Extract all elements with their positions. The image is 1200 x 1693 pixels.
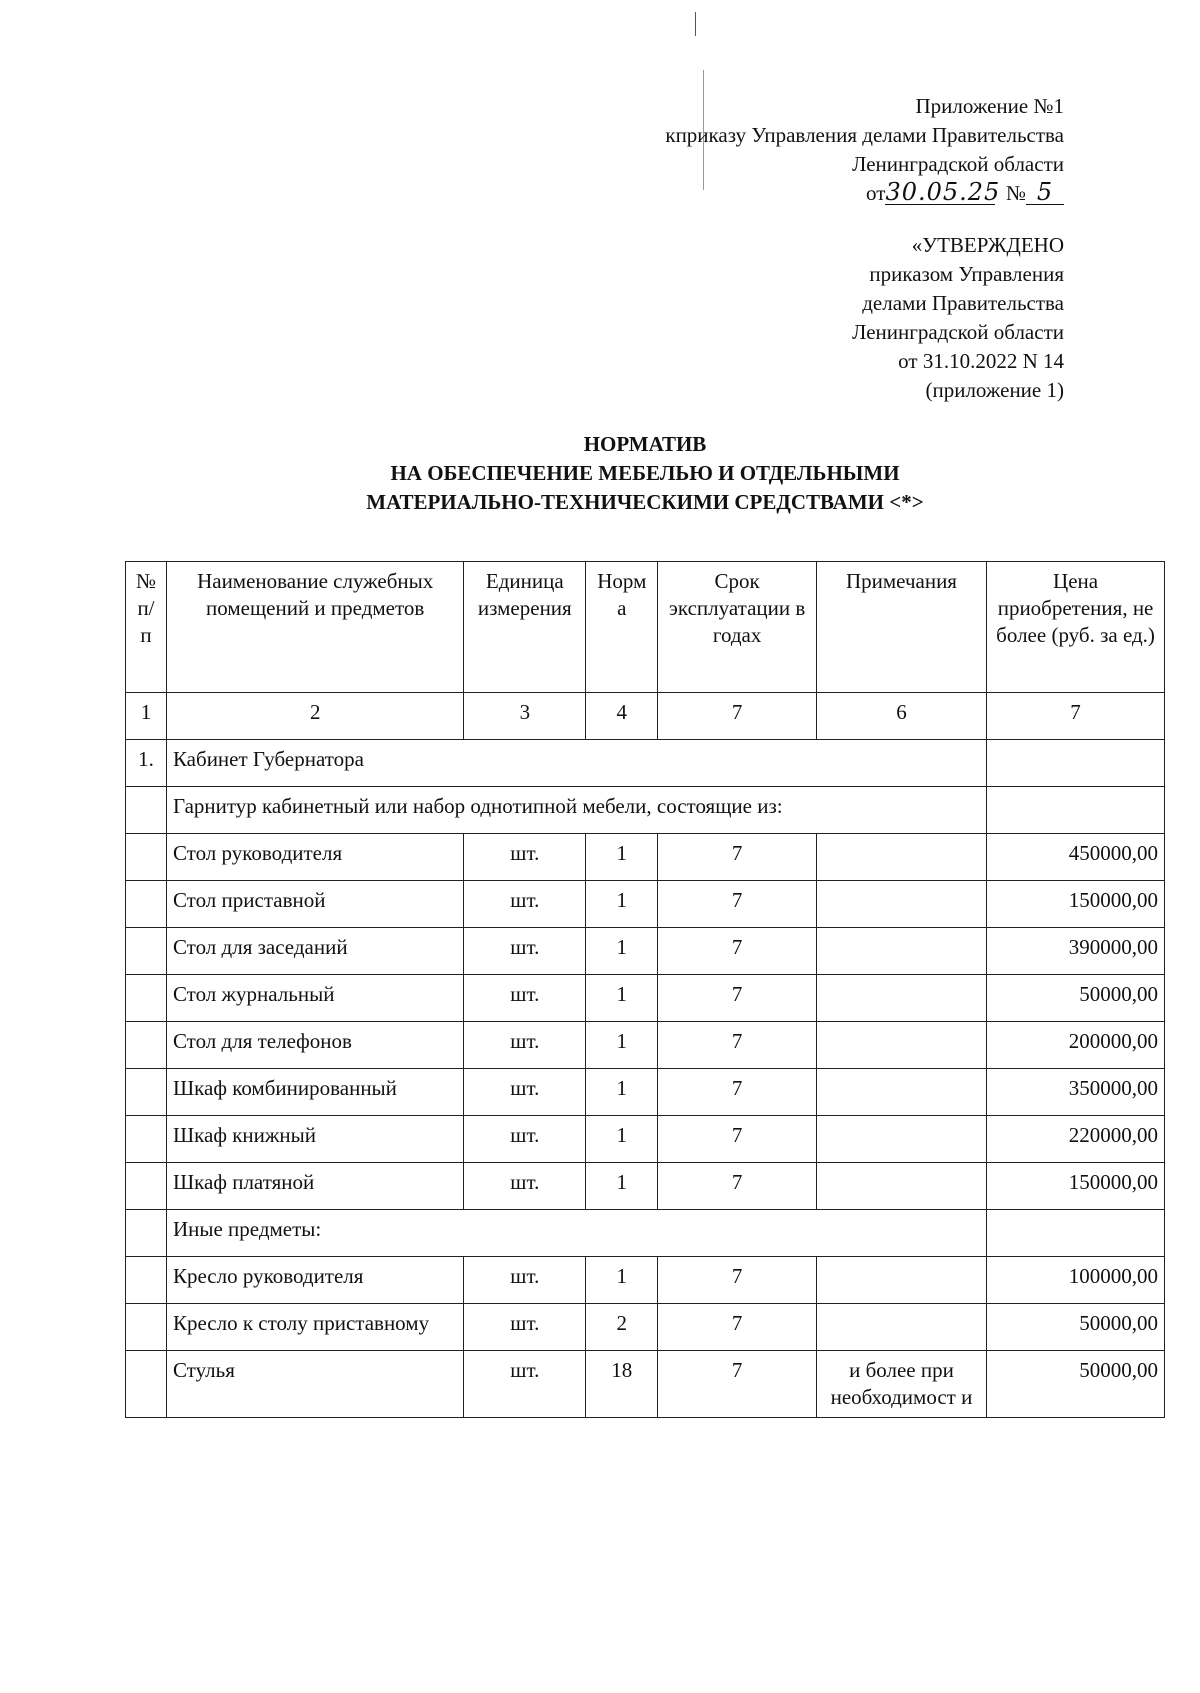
- item-term: 7: [658, 1116, 816, 1163]
- section-title: Кабинет Губернатора: [166, 740, 986, 787]
- column-number-row: [126, 693, 1165, 740]
- row-number-cell: [126, 1163, 167, 1210]
- item-unit: шт.: [464, 1304, 586, 1351]
- item-term: 7: [658, 975, 816, 1022]
- item-price: 450000,00: [987, 834, 1165, 881]
- item-unit: шт.: [464, 1351, 586, 1418]
- item-unit: шт.: [464, 1116, 586, 1163]
- number-prefix: №: [1005, 181, 1026, 205]
- item-note: [816, 928, 986, 975]
- column-header: Наименование служебных помещений и предметов: [166, 562, 463, 693]
- item-note: [816, 1163, 986, 1210]
- item-note: [816, 881, 986, 928]
- order-prefix: к: [665, 123, 676, 147]
- item-norm: 1: [586, 1116, 658, 1163]
- column-number: 6: [816, 693, 986, 740]
- region-label: Ленинградской области: [852, 152, 1064, 176]
- items-group-1: [126, 834, 1165, 1210]
- item-note: [816, 1116, 986, 1163]
- item-price: 50000,00: [987, 975, 1165, 1022]
- group-title: Иные предметы:: [166, 1210, 986, 1257]
- item-name: Стулья: [166, 1351, 463, 1418]
- item-unit: шт.: [464, 881, 586, 928]
- approved-line: Ленинградской области: [852, 320, 1064, 344]
- table-row: [126, 975, 1165, 1022]
- item-term: 7: [658, 1163, 816, 1210]
- empty-cell: [126, 1210, 167, 1257]
- table-row: [126, 1351, 1165, 1418]
- row-number-cell: [126, 1116, 167, 1163]
- item-price: 200000,00: [987, 1022, 1165, 1069]
- item-name: Стол для телефонов: [166, 1022, 463, 1069]
- approved-line: делами Правительства: [862, 291, 1064, 315]
- row-number-cell: [126, 1351, 167, 1418]
- item-price: 220000,00: [987, 1116, 1165, 1163]
- item-price: 50000,00: [987, 1351, 1165, 1418]
- item-note: и более при необходимост и: [816, 1351, 986, 1418]
- item-term: 7: [658, 1351, 816, 1418]
- item-unit: шт.: [464, 1069, 586, 1116]
- approved-line: от 31.10.2022 N 14: [898, 349, 1064, 373]
- item-term: 7: [658, 928, 816, 975]
- empty-cell: [987, 1210, 1165, 1257]
- date-prefix: от: [866, 181, 886, 205]
- column-number: 3: [464, 693, 586, 740]
- item-note: [816, 834, 986, 881]
- column-number: 7: [987, 693, 1165, 740]
- item-term: 7: [658, 834, 816, 881]
- item-price: 150000,00: [987, 1163, 1165, 1210]
- empty-cell: [126, 787, 167, 834]
- item-name: Кресло руководителя: [166, 1257, 463, 1304]
- item-unit: шт.: [464, 1257, 586, 1304]
- approved-line: приказом Управления: [869, 262, 1064, 286]
- column-number: 1: [126, 693, 167, 740]
- table-row: [126, 1257, 1165, 1304]
- handwritten-date: 30.05.25: [885, 178, 1001, 206]
- table-row: [126, 1069, 1165, 1116]
- item-norm: 1: [586, 975, 658, 1022]
- item-name: Стол руководителя: [166, 834, 463, 881]
- item-name: Шкаф книжный: [166, 1116, 463, 1163]
- item-price: 150000,00: [987, 881, 1165, 928]
- row-number-cell: [126, 1022, 167, 1069]
- scan-artifact-line: [695, 12, 696, 36]
- row-number-cell: [126, 834, 167, 881]
- item-name: Шкаф комбинированный: [166, 1069, 463, 1116]
- title-line: НА ОБЕСПЕЧЕНИЕ МЕБЕЛЬЮ И ОТДЕЛЬНЫМИ: [390, 461, 900, 485]
- appendix-label: Приложение №1: [915, 94, 1064, 118]
- section-row: [126, 740, 1165, 787]
- approved-line: «УТВЕРЖДЕНО: [911, 233, 1064, 257]
- group-row: [126, 787, 1165, 834]
- table-row: [126, 1163, 1165, 1210]
- column-number: 2: [166, 693, 463, 740]
- table-row: [126, 1304, 1165, 1351]
- item-unit: шт.: [464, 975, 586, 1022]
- order-date-number: [665, 179, 1064, 208]
- column-header: Срок эксплуатации в годах: [658, 562, 816, 693]
- table-row: [126, 1116, 1165, 1163]
- item-price: 100000,00: [987, 1257, 1165, 1304]
- row-number-cell: [126, 1304, 167, 1351]
- column-header: Норм а: [586, 562, 658, 693]
- order-text: приказу Управления делами Правительства: [675, 123, 1064, 147]
- table-row: [126, 834, 1165, 881]
- item-norm: 1: [586, 1257, 658, 1304]
- empty-cell: [987, 740, 1165, 787]
- table-row: [126, 1022, 1165, 1069]
- item-unit: шт.: [464, 1163, 586, 1210]
- column-header: Единица измерения: [464, 562, 586, 693]
- item-norm: 2: [586, 1304, 658, 1351]
- item-norm: 1: [586, 834, 658, 881]
- item-term: 7: [658, 1069, 816, 1116]
- item-norm: 18: [586, 1351, 658, 1418]
- column-number: 4: [586, 693, 658, 740]
- order-reference: [665, 121, 1064, 150]
- group-row: [126, 1210, 1165, 1257]
- column-header: Цена приобретения, не более (руб. за ед.): [987, 562, 1165, 693]
- item-note: [816, 975, 986, 1022]
- row-number-cell: [126, 881, 167, 928]
- row-number-cell: [126, 1257, 167, 1304]
- item-name: Стол журнальный: [166, 975, 463, 1022]
- item-norm: 1: [586, 881, 658, 928]
- group-title: Гарнитур кабинетный или набор однотипной мебели, состоящие из:: [166, 787, 986, 834]
- item-unit: шт.: [464, 1022, 586, 1069]
- item-name: Шкаф платяной: [166, 1163, 463, 1210]
- title-line: НОРМАТИВ: [583, 432, 707, 456]
- item-price: 350000,00: [987, 1069, 1165, 1116]
- table-row: [126, 881, 1165, 928]
- item-name: Стол для заседаний: [166, 928, 463, 975]
- approved-block: [852, 231, 1064, 405]
- item-norm: 1: [586, 928, 658, 975]
- items-group-2: [126, 1257, 1165, 1418]
- row-number-cell: [126, 975, 167, 1022]
- column-header: Примечания: [816, 562, 986, 693]
- empty-cell: [987, 787, 1165, 834]
- item-note: [816, 1304, 986, 1351]
- document-title: [0, 430, 1200, 517]
- item-norm: 1: [586, 1022, 658, 1069]
- item-term: 7: [658, 1304, 816, 1351]
- appendix-header: [665, 92, 1064, 208]
- norm-table: [125, 561, 1165, 1418]
- table-header-row: [126, 562, 1165, 693]
- item-term: 7: [658, 1257, 816, 1304]
- item-note: [816, 1022, 986, 1069]
- row-number-cell: [126, 928, 167, 975]
- row-number-cell: [126, 1069, 167, 1116]
- title-line: МАТЕРИАЛЬНО-ТЕХНИЧЕСКИМИ СРЕДСТВАМИ <*>: [366, 490, 924, 514]
- item-note: [816, 1069, 986, 1116]
- item-unit: шт.: [464, 834, 586, 881]
- item-note: [816, 1257, 986, 1304]
- item-name: Кресло к столу приставному: [166, 1304, 463, 1351]
- column-number: 7: [658, 693, 816, 740]
- approved-line: (приложение 1): [925, 378, 1064, 402]
- handwritten-number: 5: [1026, 181, 1064, 205]
- table-row: [126, 928, 1165, 975]
- item-term: 7: [658, 1022, 816, 1069]
- item-norm: 1: [586, 1069, 658, 1116]
- item-term: 7: [658, 881, 816, 928]
- item-price: 390000,00: [987, 928, 1165, 975]
- column-header: № п/п: [126, 562, 167, 693]
- item-norm: 1: [586, 1163, 658, 1210]
- section-number: 1.: [126, 740, 167, 787]
- item-price: 50000,00: [987, 1304, 1165, 1351]
- item-name: Стол приставной: [166, 881, 463, 928]
- item-unit: шт.: [464, 928, 586, 975]
